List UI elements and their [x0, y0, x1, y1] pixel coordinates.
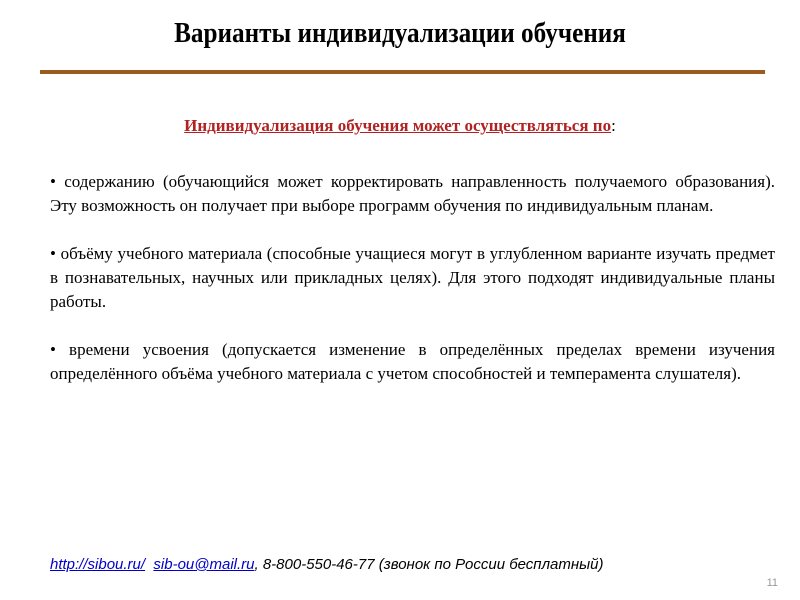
- slide-title-text: Варианты индивидуализации обучения: [174, 18, 626, 49]
- bullet-volume: • объёму учебного материала (способные учащиеся могут в углубленном варианте изучать предмет в познавательных, научных или прикладных целях). Для этого подходят индивидуальные планы работы.: [50, 244, 775, 311]
- slide-title: [0, 18, 800, 50]
- email-link[interactable]: sib-ou@mail.ru: [153, 556, 255, 573]
- subtitle-colon: :: [611, 116, 616, 135]
- footer: [50, 556, 604, 573]
- bullet-content: • содержанию (обучающийся может корректировать направленность получаемого образования). Эту возможность он получает при выборе программ обучения по индивидуальным планам.: [50, 172, 775, 215]
- subtitle-text: Индивидуализация обучения может осуществляться по: [184, 116, 612, 135]
- bullet-time: • времени усвоения (допускается изменение в определённых пределах времени изучения определённого объёма учебного материала с учетом способностей и темперамента слушателя).: [50, 340, 775, 383]
- site-link[interactable]: http://sibou.ru/: [50, 556, 146, 573]
- page-number: 11: [766, 577, 778, 589]
- slide-subtitle: [0, 116, 800, 136]
- contact-text: , 8-800-550-46-77 (звонок по России бесплатный): [254, 556, 604, 573]
- title-divider: [40, 70, 765, 74]
- slide-body: [50, 170, 775, 410]
